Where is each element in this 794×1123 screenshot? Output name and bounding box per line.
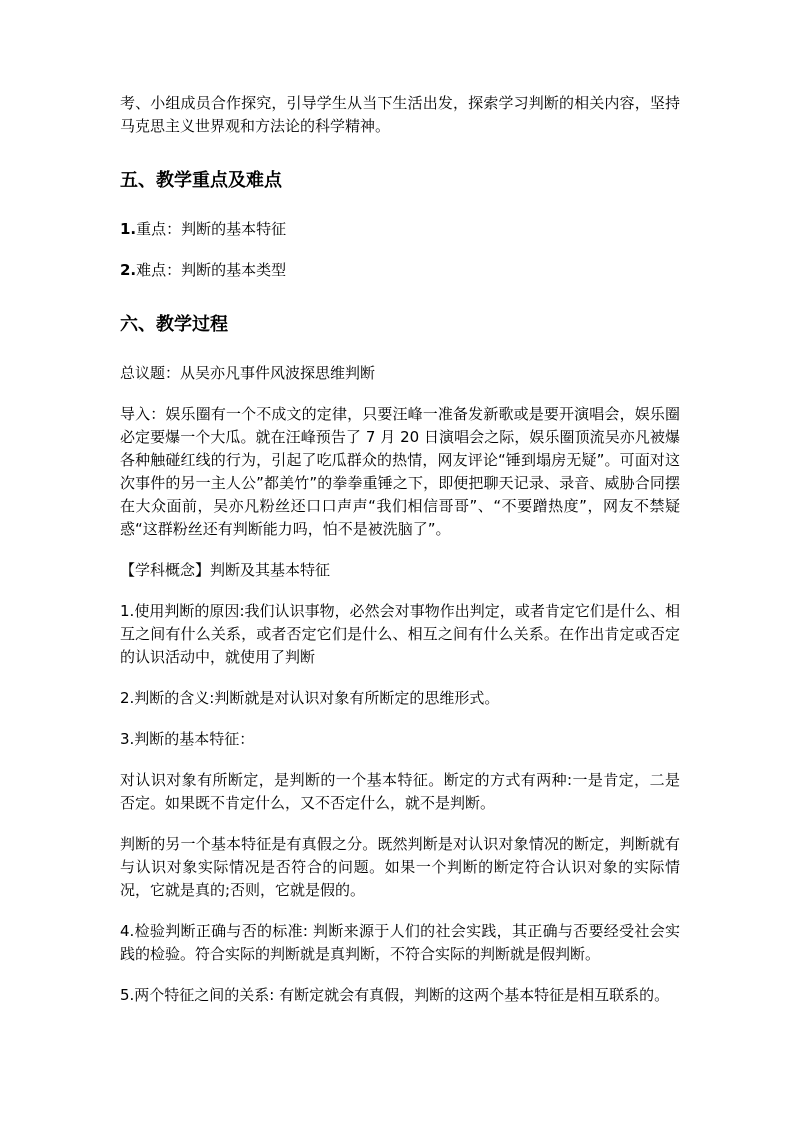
difficult-point-item bbox=[120, 259, 680, 282]
difficult-point-text: 难点：判断的基本类型 bbox=[136, 261, 287, 279]
key-point-text: 重点：判断的基本特征 bbox=[136, 220, 287, 238]
concept-title: 【学科概念】判断及其基本特征 bbox=[120, 561, 331, 579]
section-6-heading: 六、教学过程 bbox=[120, 314, 228, 335]
document-page bbox=[120, 92, 680, 1007]
point-meaning: 2.判断的含义:判断就是对认识对象有所断定的思维形式。 bbox=[120, 689, 500, 707]
point-reason: 1.使用判断的原因:我们认识事物，必然会对事物作出判定，或者肯定它们是什么、相互之间有什么关系，或者否定它们是什么、相互之间有什么关系。在作出肯定或否定的认识活动中，就使用了判断 bbox=[120, 602, 680, 666]
key-point-item bbox=[120, 218, 680, 241]
lead-in-paragraph: 导入：娱乐圈有一个不成文的定律，只要汪峰一准备发新歌或是要开演唱会，娱乐圈必定要爆一个大瓜。就在汪峰预告了 7 月 20 日演唱会之际，娱乐圈顶流吴亦凡被爆各种触碰红线的行为，引起了吃瓜群众的热情，网友评论“锤到塌房无疑”。可面对这次事件的另一主人公”都美竹”的拳拳重锤之下，即便把聊天记录、录音、威胁合同摆在大众面前，吴亦凡粉丝还口口声声“我们相信哥哥”、“不要蹭热度”，网友不禁疑惑“这群粉丝还有判断能力吗，怕不是被洗脑了”。 bbox=[120, 405, 680, 538]
overall-topic: 总议题：从吴亦凡事件风波探思维判断 bbox=[120, 364, 376, 382]
point-feature-relationship: 5.两个特征之间的关系: 有断定就会有真假，判断的这两个基本特征是相互联系的。 bbox=[120, 986, 670, 1004]
intro-paragraph: 考、小组成员合作探究，引导学生从当下生活出发，探索学习判断的相关内容，坚持马克思主义世界观和方法论的科学精神。 bbox=[120, 94, 680, 135]
feature-assertion-paragraph: 对认识对象有所断定，是判断的一个基本特征。断定的方式有两种:一是肯定，二是否定。如果既不肯定什么，又不否定什么，就不是判断。 bbox=[120, 771, 680, 812]
point-features-title: 3.判断的基本特征： bbox=[120, 730, 255, 748]
section-5-heading: 五、教学重点及难点 bbox=[120, 170, 282, 191]
difficult-point-number: 2. bbox=[120, 261, 137, 279]
point-verification-standard: 4.检验判断正确与否的标准: 判断来源于人们的社会实践，其正确与否要经受社会实践的检验。符合实际的判断就是真判断，不符合实际的判断就是假判断。 bbox=[120, 922, 680, 963]
key-point-number: 1. bbox=[120, 220, 137, 238]
feature-truth-paragraph: 判断的另一个基本特征是有真假之分。既然判断是对认识对象情况的断定，判断就有与认识对象实际情况是否符合的问题。如果一个判断的断定符合认识对象的实际情况，它就是真的;否则，它就是假的。 bbox=[120, 835, 680, 899]
